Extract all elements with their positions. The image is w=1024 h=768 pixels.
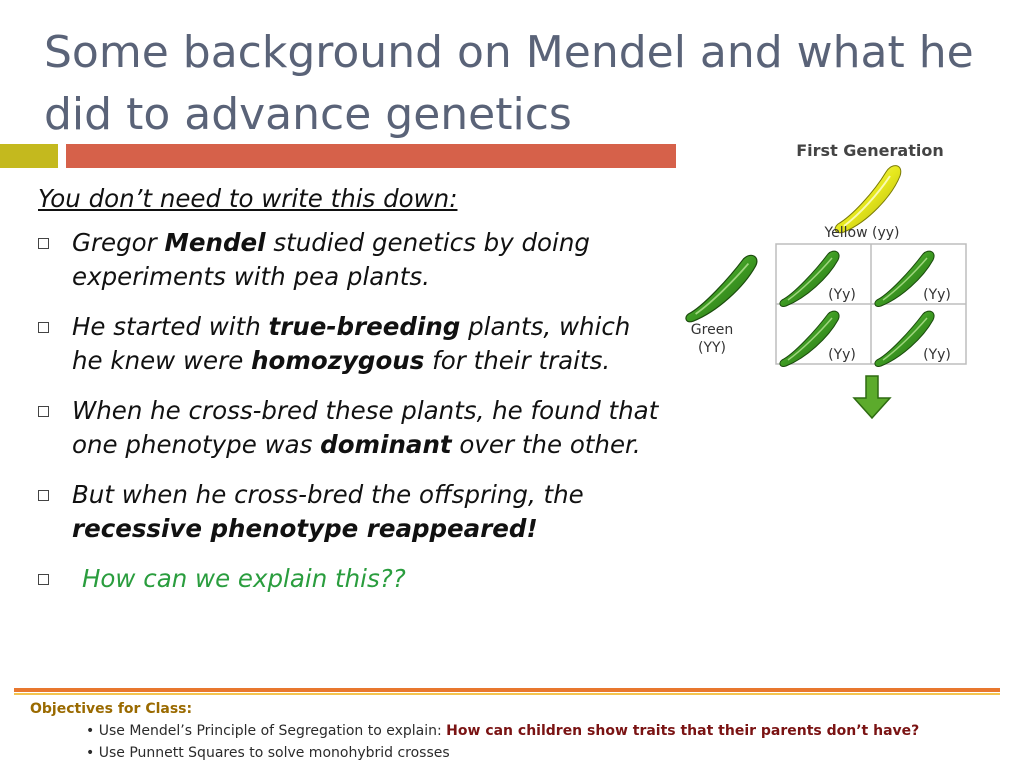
intro-text: You don’t need to write this down: — [38, 184, 458, 213]
slide-title: Some background on Mendel and what he did to advance genetics — [44, 27, 974, 140]
green-pea-pod-icon — [686, 255, 757, 321]
svg-text:(Yy): (Yy) — [923, 347, 951, 363]
square-bullet-icon — [38, 322, 49, 333]
svg-text:(Yy): (Yy) — [923, 287, 951, 303]
square-bullet-icon — [38, 490, 49, 501]
title-accent-bar-orange — [66, 144, 676, 168]
punnett-square-diagram — [672, 136, 982, 426]
bold-term: recessive phenotype reappeared! — [72, 514, 538, 543]
bullet-item: He started with true-breeding plants, which he knew were homozygous for their traits. — [38, 310, 668, 378]
bullet-item: But when he cross-bred the offspring, the recessive phenotype reappeared! — [38, 478, 668, 546]
square-bullet-icon — [38, 406, 49, 417]
side-parent-genotype: (YY) — [697, 340, 727, 356]
title-accent-bar-olive — [0, 144, 58, 168]
bold-term: dominant — [320, 430, 452, 459]
bullet-item: Gregor Mendel studied genetics by doing experiments with pea plants. — [38, 226, 668, 294]
bold-term: true-breeding — [268, 312, 461, 341]
objective-item: • Use Punnett Squares to solve monohybrid crosses — [86, 745, 450, 761]
bullet-item: When he cross-bred these plants, he found that one phenotype was dominant over the other. — [38, 394, 668, 462]
objectives-title: Objectives for Class: — [30, 701, 193, 717]
svg-text:(Yy): (Yy) — [828, 287, 856, 303]
top-parent-label: Yellow (yy) — [824, 225, 900, 241]
objectives-footer — [30, 698, 1010, 764]
slide-body — [38, 180, 668, 612]
yellow-pea-pod-icon — [835, 166, 901, 233]
question-text: How can we explain this?? — [82, 564, 406, 593]
square-bullet-icon — [38, 238, 49, 249]
bullet-list — [38, 226, 668, 596]
footer-divider-accent — [14, 693, 1000, 695]
svg-text:(Yy): (Yy) — [828, 347, 856, 363]
objective-item: • Use Mendel’s Principle of Segregation to explain: How can children show traits that their parents don’t have? — [86, 723, 920, 739]
bold-term: homozygous — [251, 346, 425, 375]
footer-divider — [14, 688, 1000, 692]
bold-term: Mendel — [164, 228, 266, 257]
bullet-item — [38, 562, 668, 596]
square-bullet-icon — [38, 574, 49, 585]
side-parent-label: Green — [690, 322, 734, 338]
diagram-title: First Generation — [796, 141, 944, 160]
down-arrow-icon — [854, 376, 890, 418]
